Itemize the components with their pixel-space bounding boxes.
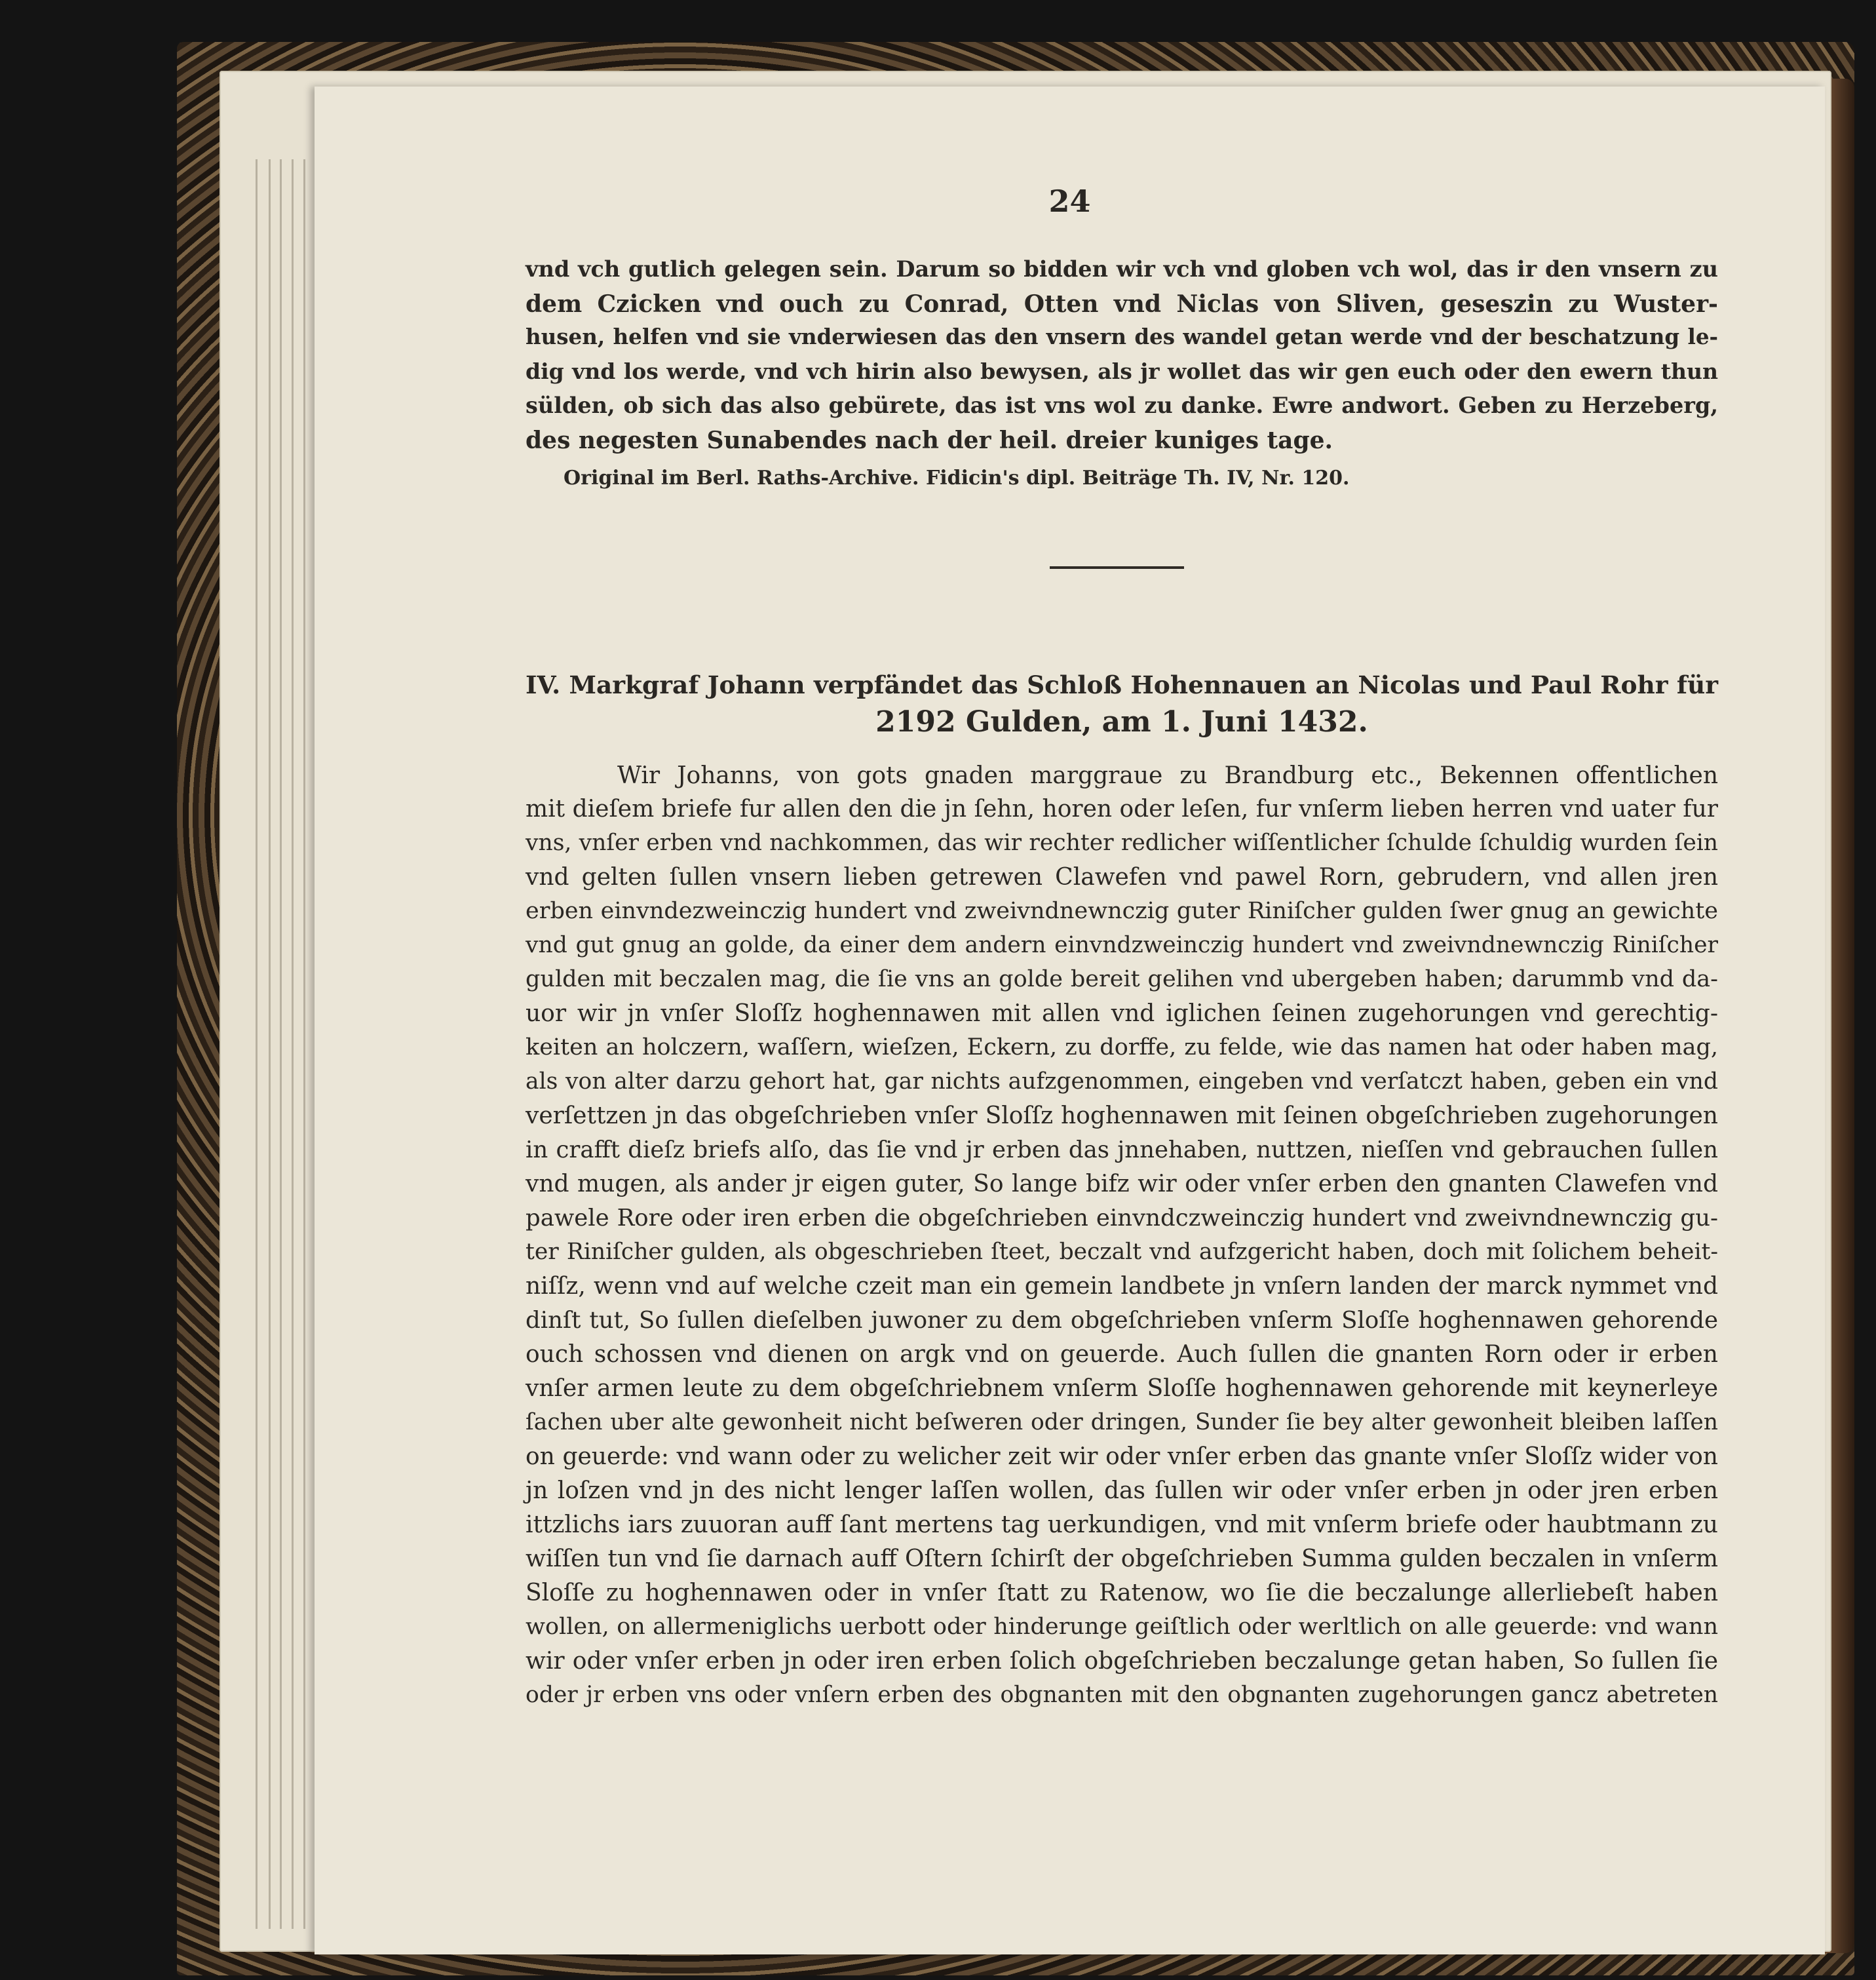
text-line: sülden, ob sich das also gebürete, das ist vns wol zu danke. Ewre andwort. Geben zu Herzeberg, (526, 393, 1718, 418)
page-edge (256, 159, 258, 1929)
text-line: vnd gut gnug an golde, da einer dem andern einvndzweinczig hundert vnd zweivndnewnczig Riniſcher (526, 932, 1718, 958)
text-line: mit dieſem briefe fur allen den die jn ſehn, horen oder leſen, fur vnſerm lieben herren vnd uater fur (526, 796, 1718, 823)
text-line: pawele Rore oder iren erben die obgeſchrieben einvndczweinczig hundert vnd zweivndnewnczig gu- (526, 1205, 1718, 1232)
text-line: Sloſſe zu hoghennawen oder in vnſer ſtatt zu Ratenow, wo ſie die beczalunge allerliebeſt haben (526, 1580, 1718, 1606)
text-line: des negesten Sunabendes nach der heil. dreier kuniges tage. (526, 427, 1333, 454)
page-edge (292, 159, 294, 1929)
text-line: wollen, on allermeniglichs uerbott oder hinderunge geiſtlich oder werltlich on alle geuerde: vnd wann (526, 1614, 1718, 1640)
text-line: ouch schossen vnd dienen on argk vnd on geuerde. Auch ſullen die gnanten Rorn oder ir erben (526, 1341, 1718, 1368)
text-line: vnd vch gutlich gelegen sein. Darum so bidden wir vch vnd globen vch wol, das ir den vnsern zu (526, 256, 1718, 282)
text-line: uor wir jn vnſer Sloſſz hoghennawen mit allen vnd iglichen ſeinen zugehorungen vnd gerechtig- (526, 1000, 1718, 1027)
text-line: dem Czicken vnd ouch zu Conrad, Otten vnd Niclas von Sliven, geseszin zu Wuster- (526, 290, 1718, 318)
text-line: keiten an holczern, waſſern, wieſzen, Eckern, zu dorffe, zu felde, wie das namen hat oder haben mag, (526, 1034, 1718, 1060)
section-heading-line-1: IV. Markgraf Johann verpfändet das Schloß Hohennauen an Nicolas und Paul Rohr für (526, 670, 1718, 699)
text-line: vnſer armen leute zu dem obgeſchriebnem vnſerm Sloſſe hoghennawen gehorende mit keynerleye (526, 1375, 1718, 1402)
text-line: erben einvndezweinczig hundert vnd zweivndnewnczig guter Riniſcher gulden ſwer gnug an gewichte (526, 898, 1718, 924)
text-line: oder jr erben vns oder vnſern erben des obgnanten mit den obgnanten zugehorungen gancz abetreten (526, 1682, 1718, 1708)
section-divider (1050, 566, 1184, 569)
text-line: vns, vnſer erben vnd nachkommen, das wir rechter redlicher wiſſentlicher ſchulde ſchuldig wurden ſein (526, 830, 1718, 856)
text-line: gulden mit beczalen mag, die ſie vns an golde bereit gelihen vnd ubergeben haben; darummb vnd da- (526, 966, 1718, 992)
section-heading-line-2: 2192 Gulden, am 1. Juni 1432. (875, 705, 1368, 739)
page-number: 24 (1048, 184, 1091, 219)
text-line: husen, helfen vnd sie vnderwiesen das den vnsern des wandel getan werde vnd der beschatzung le- (526, 324, 1718, 349)
text-line: vnd mugen, als ander jr eigen guter, So lange bifz wir oder vnſer erben den gnanten Clawefen vnd (526, 1171, 1718, 1197)
text-line: ſachen uber alte gewonheit nicht beſweren oder dringen, Sunder ſie bey alter gewonheit bleiben laſſen (526, 1409, 1718, 1435)
text-line: niſſz, wenn vnd auf welche czeit man ein gemein landbete jn vnſern landen der marck nymmet vnd (526, 1273, 1718, 1300)
text-line: Wir Johanns, von gots gnaden marggraue zu Brandburg etc., Bekennen offentlichen (617, 762, 1718, 789)
page-edge (303, 159, 305, 1929)
text-line: jn loſzen vnd jn des nicht lenger laſſen wollen, das ſullen wir oder vnſer erben jn oder jren erben (526, 1477, 1718, 1504)
text-line: verſettzen jn das obgeſchrieben vnſer Sloſſz hoghennawen mit ſeinen obgeſchrieben zugehorungen (526, 1102, 1718, 1129)
book-page (315, 87, 1825, 1954)
page-edge (280, 159, 282, 1929)
text-line: wiſſen tun vnd ſie darnach auff Oſtern ſchirſt der obgeſchrieben Summa gulden beczalen in vnſerm (526, 1545, 1718, 1572)
text-line: wir oder vnſer erben jn oder iren erben ſolich obgeſchrieben beczalunge getan haben, So ſullen ſie (526, 1648, 1718, 1675)
text-line: als von alter darzu gehort hat, gar nichts aufzgenommen, eingeben vnd verſatczt haben, geben ein vnd (526, 1068, 1718, 1095)
source-note: Original im Berl. Raths-Archive. Fidicin's dipl. Beiträge Th. IV, Nr. 120. (564, 467, 1350, 490)
text-line: ter Riniſcher gulden, als obgeschrieben ſteet, beczalt vnd aufzgericht haben, doch mit ſolichem beheit- (526, 1239, 1718, 1265)
text-line: dinſt tut, So ſullen dieſelben juwoner zu dem obgeſchrieben vnſerm Sloſſe hoghennawen gehorende (526, 1307, 1718, 1334)
text-line: in crafft dieſz briefs alſo, das ſie vnd jr erben das jnnehaben, nuttzen, nieſſen vnd gebrauchen ſullen (526, 1136, 1718, 1163)
text-line: vnd gelten ſullen vnsern lieben getrewen Clawefen vnd pawel Rorn, gebrudern, vnd allen jren (526, 864, 1718, 891)
page-edge (269, 159, 271, 1929)
text-line: dig vnd los werde, vnd vch hirin also bewysen, als jr wollet das wir gen euch oder den ewern thun (526, 359, 1718, 384)
text-line: on geuerde: vnd wann oder zu welicher zeit wir oder vnſer erben das gnante vnſer Sloſſz wider von (526, 1443, 1718, 1470)
text-line: ittzlichs iars zuuoran auff ſant mertens tag uerkundigen, vnd mit vnſerm briefe oder haubtmann zu (526, 1511, 1718, 1538)
